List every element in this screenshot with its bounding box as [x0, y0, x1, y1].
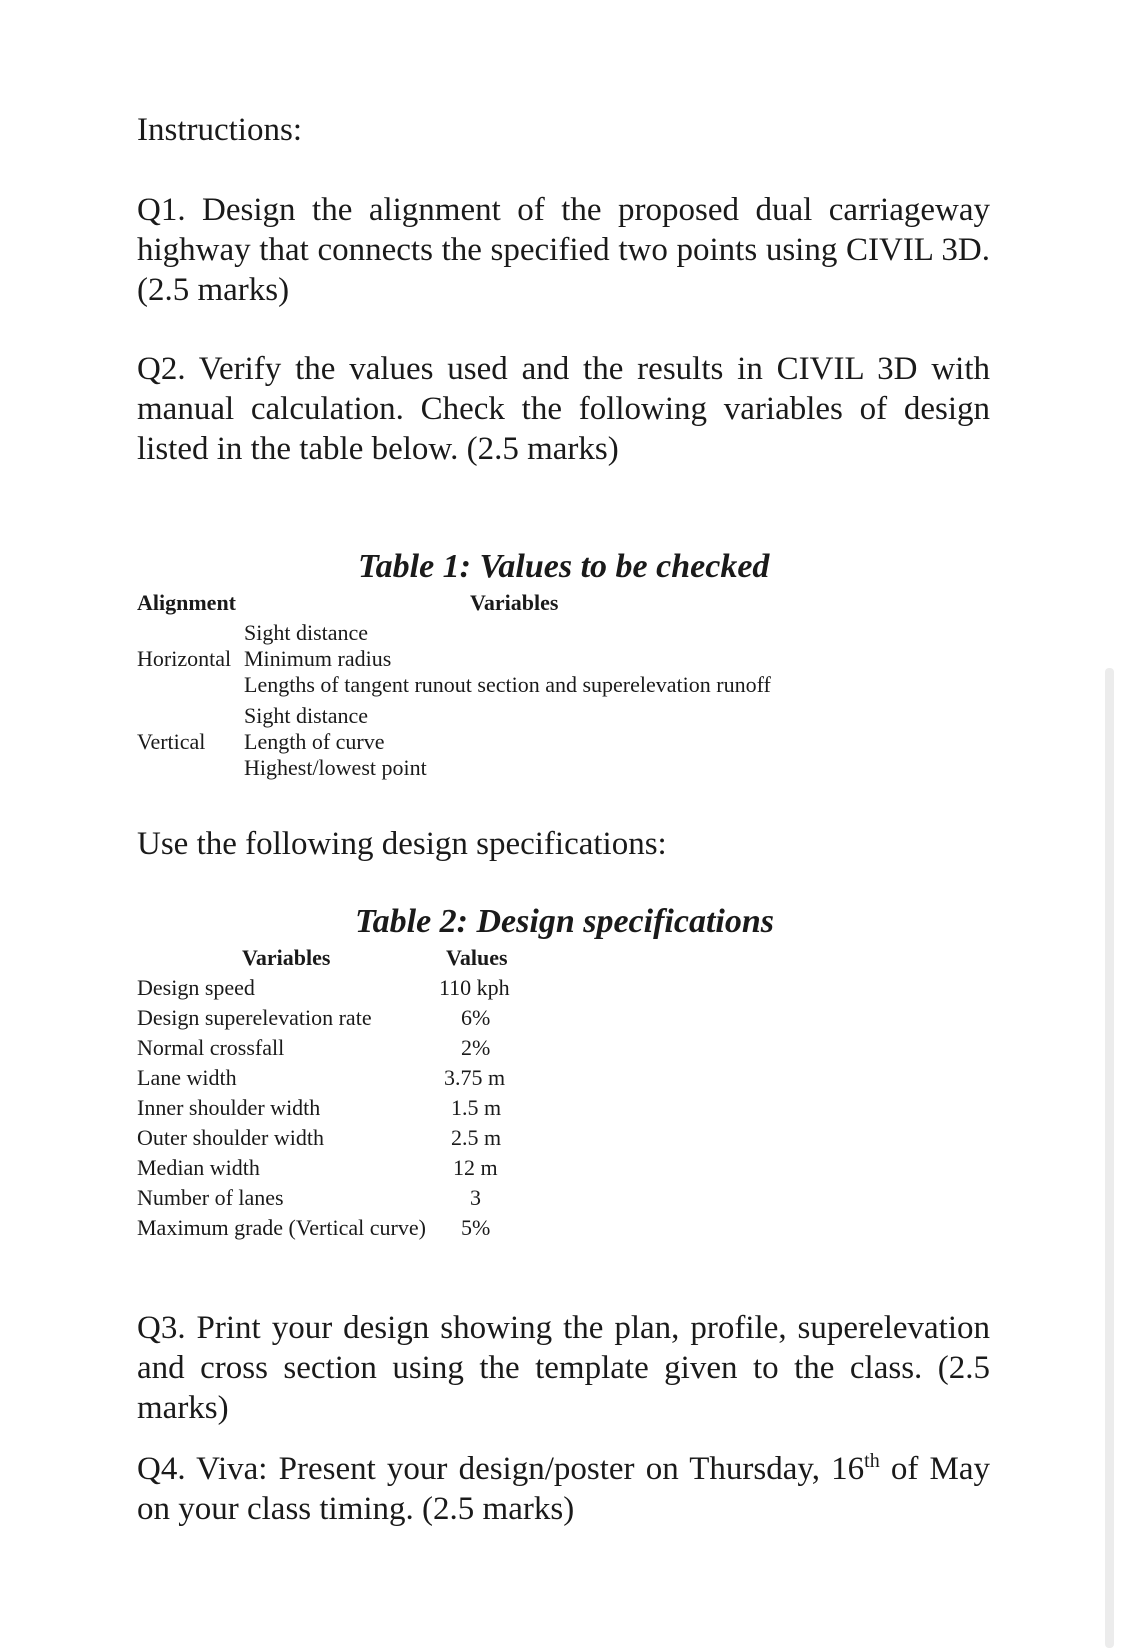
- table-2-variable: Median width: [137, 1155, 260, 1180]
- table-2-variable: Design speed: [137, 975, 255, 1000]
- table-2-variable: Inner shoulder width: [137, 1095, 321, 1120]
- table-2-header-values: Values: [446, 945, 508, 970]
- table-2-variable: Number of lanes: [137, 1185, 284, 1210]
- table-1-header-alignment: Alignment: [137, 590, 236, 615]
- question-4-text-end: of May on your class timing. (2.5 marks): [137, 1451, 991, 1527]
- table-1-cell: Sight distance: [244, 703, 369, 728]
- scrollbar[interactable]: [1105, 668, 1114, 1648]
- table-1-cell: Minimum radius: [244, 646, 392, 671]
- table-1-cell: Length of curve: [244, 729, 385, 754]
- table-1-horizontal-label: Horizontal: [137, 646, 232, 671]
- table-2-variable: Outer shoulder width: [137, 1125, 324, 1150]
- table-2-value: 110 kph: [439, 975, 510, 1000]
- table-2-value: 1.5 m: [451, 1095, 502, 1120]
- table-2-value: 2%: [461, 1035, 491, 1060]
- table-1-cell: Lengths of tangent runout section and superelevation runoff: [244, 672, 771, 697]
- question-4-text: Q4. Viva: Present your design/poster on Thursday, 16: [137, 1451, 865, 1487]
- question-1: Q1. Design the alignment of the proposed dual carriageway highway that connects the specified two points using CIVIL 3D. (2.5 marks): [137, 192, 990, 308]
- table-2-value: 5%: [461, 1215, 491, 1240]
- table-2-variable: Maximum grade (Vertical curve): [137, 1215, 426, 1240]
- table-2-caption: Table 2: Design specifications: [355, 903, 774, 940]
- table-2-header-variables: Variables: [242, 945, 331, 970]
- table-2-variable: Normal crossfall: [137, 1035, 285, 1060]
- table-2-value: 12 m: [453, 1155, 498, 1180]
- table-1-vertical-label: Vertical: [137, 729, 206, 754]
- table-1-header-variables: Variables: [470, 590, 559, 615]
- instructions-heading: Instructions:: [137, 112, 302, 148]
- table-2-value: 3.75 m: [444, 1065, 506, 1090]
- table-2-variable: Design superelevation rate: [137, 1005, 372, 1030]
- table-2-value: 2.5 m: [451, 1125, 502, 1150]
- table-1-caption: Table 1: Values to be checked: [358, 548, 770, 585]
- question-4: [137, 1449, 990, 1529]
- design-spec-intro: Use the following design specifications:: [137, 826, 667, 862]
- ordinal-suffix: th: [864, 1450, 880, 1472]
- table-2-value: 3: [470, 1185, 481, 1210]
- question-2: Q2. Verify the values used and the results in CIVIL 3D with manual calculation. Check the following variables of design listed in the table below. (2.5 marks): [137, 351, 990, 467]
- table-1-cell: Sight distance: [244, 620, 369, 645]
- table-1-cell: Highest/lowest point: [244, 755, 427, 780]
- question-3: Q3. Print your design showing the plan, profile, superelevation and cross section using the template given to the class. (2.5 marks): [137, 1310, 990, 1426]
- table-2-variable: Lane width: [137, 1065, 237, 1090]
- table-2-value: 6%: [461, 1005, 491, 1030]
